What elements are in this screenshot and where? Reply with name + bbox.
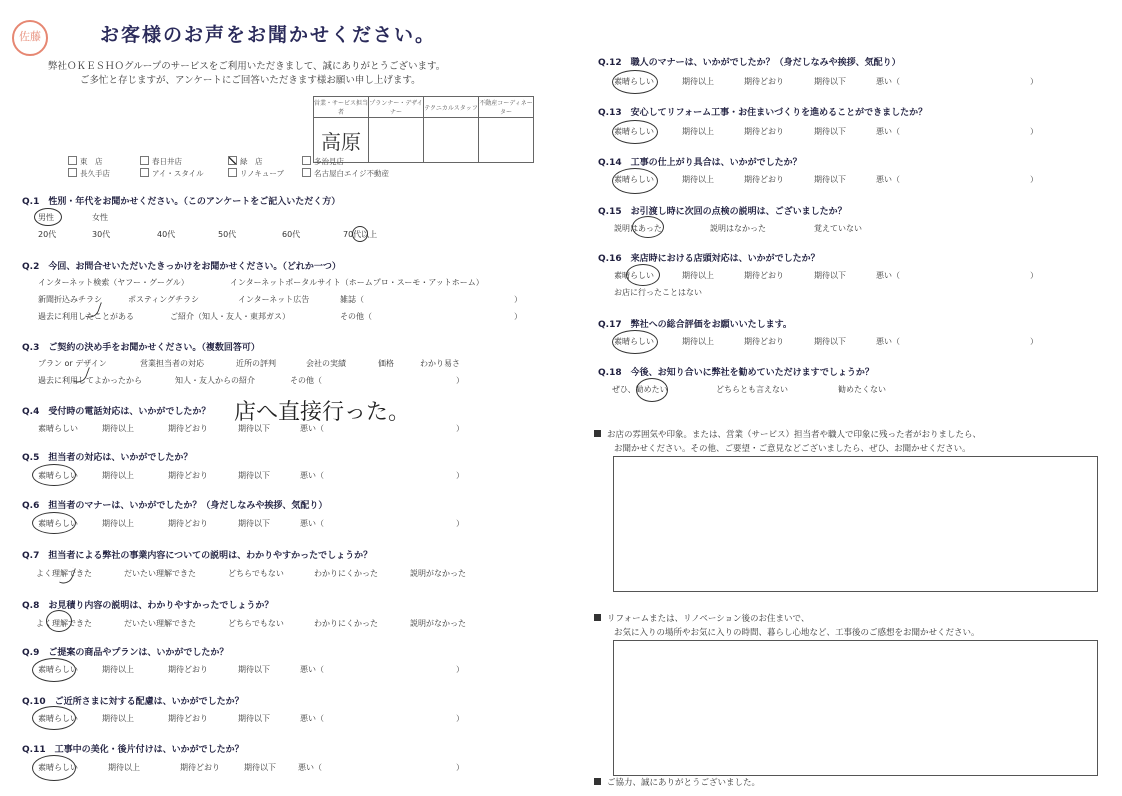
answer-option[interactable]: ポスティングチラシ (128, 295, 200, 304)
answer-option[interactable]: 期待以上 (682, 271, 714, 280)
seal-stamp: 佐藤 (12, 20, 48, 56)
intro-line-1: 弊社ＯＫＥＳＨＯグループのサービスをご利用いただきまして、誠にありがとうございます。 (48, 61, 446, 72)
staff-header: プランナー・デザイナー (369, 97, 424, 118)
question-title: Q.3 ご契約の決め手をお聞かせください。（複数回答可） (22, 343, 260, 353)
store-option[interactable]: 春日井店 (140, 156, 182, 167)
answer-option[interactable]: どちらでもない (228, 619, 284, 628)
bullet-square-icon (594, 614, 601, 621)
answer-option[interactable]: わかりにくかった (314, 619, 378, 628)
answer-option[interactable]: インターネット広告 (238, 295, 310, 304)
answer-option[interactable]: インターネット検索（ヤフー・グーグル） (38, 278, 189, 287)
answer-option[interactable]: 20代 (38, 230, 57, 239)
store-option[interactable]: 多治見店 (302, 156, 344, 167)
question-title: Q.13 安心してリフォーム工事・お住まいづくりを進めることができましたか？ (598, 108, 928, 118)
bullet-square-icon (594, 430, 601, 437)
answer-option[interactable]: 期待以下 (814, 175, 846, 184)
question-title: Q.17 弊社への総合評価をお願いいたします。 (598, 320, 792, 330)
staff-name-field[interactable] (424, 118, 479, 163)
answer-option[interactable]: 期待どおり (168, 714, 208, 723)
staff-name-field[interactable] (479, 118, 534, 163)
answer-option[interactable]: 期待以上 (108, 763, 140, 772)
store-option[interactable]: 名古屋白エイジ不動産 (302, 168, 389, 179)
answer-option[interactable]: 期待以下 (814, 337, 846, 346)
answer-option[interactable]: 悪い（ (876, 127, 900, 136)
answer-option[interactable]: どちらでもない (228, 569, 284, 578)
question-title: Q.11 工事中の美化・後片付けは、いかがでしたか？ (22, 745, 244, 755)
staff-header: 不動産コーディネーター (479, 97, 534, 118)
answer-mark (626, 264, 660, 286)
comment-prompt-2: リフォームまたは、リノベーション後のお住まいで、 (594, 612, 809, 624)
answer-option[interactable]: プラン or デザイン (38, 359, 107, 368)
question-title: Q.5 担当者の対応は、いかがでしたか？ (22, 453, 193, 463)
checkbox-icon (302, 168, 311, 177)
answer-option[interactable]: 説明がなかった (410, 619, 466, 628)
answer-option[interactable]: 悪い（ (876, 77, 900, 86)
answer-option[interactable]: お店に行ったことはない (614, 288, 702, 297)
answer-option[interactable]: 期待どおり (744, 337, 784, 346)
answer-option-close: ） (1030, 271, 1038, 280)
answer-option[interactable]: 知人・友人からの紹介 (175, 376, 255, 385)
question-title: Q.15 お引渡し時に次回の点検の説明は、ございましたか？ (598, 207, 847, 217)
checkbox-icon (140, 168, 149, 177)
answer-option-close: ） (456, 376, 464, 385)
answer-option[interactable]: 悪い（ (876, 175, 900, 184)
checkbox-icon (140, 156, 149, 165)
answer-option[interactable]: 素晴らしい (38, 424, 78, 433)
store-option[interactable]: リノキューブ (228, 168, 284, 179)
question-title: Q.8 お見積り内容の説明は、わかりやすかったでしょうか？ (22, 601, 274, 611)
answer-option[interactable]: 営業担当者の対応 (140, 359, 204, 368)
intro-line-2: ご多忙と存じますが、アンケートにご回答いただきます様お願い申し上げます。 (80, 75, 421, 86)
answer-option[interactable]: 素晴らしい (38, 471, 78, 480)
answer-option[interactable]: 悪い（ (876, 337, 900, 346)
question-title: Q.2 今回、お問合せいただいたきっかけをお聞かせください。（どれか一つ） (22, 262, 341, 272)
answer-option[interactable]: 素晴らしい (38, 519, 78, 528)
answer-option[interactable]: 期待以上 (102, 424, 134, 433)
answer-option[interactable]: よく理解できた (36, 619, 92, 628)
answer-option[interactable]: その他（ (340, 312, 372, 321)
answer-option-close: ） (456, 424, 464, 433)
answer-option[interactable]: 期待以上 (682, 77, 714, 86)
answer-option[interactable]: 悪い（ (300, 424, 324, 433)
question-title: Q.1 性別・年代をお聞かせください。（このアンケートをご記入いただく方） (22, 197, 341, 207)
answer-mark (612, 120, 658, 144)
checkbox-icon (302, 156, 311, 165)
checkbox-checked-icon (228, 156, 237, 165)
question-title: Q.4 受付時の電話対応は、いかがでしたか？ (22, 407, 211, 417)
answer-option[interactable]: 期待以上 (682, 337, 714, 346)
question-title: Q.7 担当者による弊社の事業内容についての説明は、わかりやすかったでしょうか？ (22, 551, 373, 561)
answer-option[interactable]: わかり易さ (420, 359, 460, 368)
answer-option[interactable]: 期待以上 (102, 471, 134, 480)
answer-option[interactable]: 40代 (157, 230, 176, 239)
answer-mark (32, 464, 76, 486)
answer-option-close: ） (456, 471, 464, 480)
answer-option-close: ） (456, 714, 464, 723)
answer-option[interactable]: だいたい理解できた (124, 569, 196, 578)
answer-option-close: ） (1030, 127, 1038, 136)
answer-option[interactable]: 悪い（ (876, 271, 900, 280)
answer-option[interactable]: 素晴らしい (614, 77, 654, 86)
answer-option[interactable]: 期待どおり (180, 763, 220, 772)
answer-option[interactable]: 悪い（ (300, 471, 324, 480)
bullet-square-icon (594, 778, 601, 785)
question-title: Q.18 今後、お知り合いに弊社を勧めていただけますでしょうか？ (598, 368, 874, 378)
answer-mark (352, 226, 368, 242)
checkbox-icon (68, 168, 77, 177)
answer-option-close: ） (1030, 175, 1038, 184)
answer-option[interactable]: 期待以上 (102, 714, 134, 723)
question-title: Q.6 担当者のマナーは、いかがでしたか？（身だしなみや挨拶、気配り） (22, 501, 328, 511)
staff-table (313, 96, 534, 163)
answer-option[interactable]: 期待以上 (102, 665, 134, 674)
answer-option-close: ） (456, 519, 464, 528)
answer-option[interactable]: 期待どおり (168, 424, 208, 433)
answer-option[interactable]: 期待以下 (238, 714, 270, 723)
answer-option[interactable]: ご紹介（知人・友人・東邦ガス） (170, 312, 290, 321)
answer-mark (636, 378, 668, 402)
answer-option[interactable]: 期待以下 (238, 424, 270, 433)
answer-mark (46, 610, 72, 632)
answer-option[interactable]: 説明がなかった (410, 569, 466, 578)
store-option[interactable]: 長久手店 (68, 168, 110, 179)
answer-option[interactable]: 悪い（ (300, 714, 324, 723)
question-title: Q.16 来店時における店頭対応は、いかがでしたか？ (598, 254, 820, 264)
answer-option[interactable]: だいたい理解できた (124, 619, 196, 628)
answer-mark (612, 168, 658, 194)
comment-prompt-2-cont: お気に入りの場所やお気に入りの時間、暮らし心地など、工事後のご感想をお聞かせください。 (614, 628, 980, 638)
answer-option[interactable]: 期待どおり (744, 175, 784, 184)
answer-option-close: ） (514, 295, 522, 304)
answer-option[interactable]: 期待以下 (238, 665, 270, 674)
answer-mark (32, 706, 76, 730)
answer-option[interactable]: 素晴らしい (38, 665, 78, 674)
answer-option[interactable]: 期待以下 (244, 763, 276, 772)
answer-option[interactable]: 悪い（ (298, 763, 322, 772)
answer-option[interactable]: よく理解できた (36, 569, 92, 578)
answer-option[interactable]: 期待以下 (814, 127, 846, 136)
thanks-note: ご協力、誠にありがとうございました。 (594, 776, 760, 788)
question-title: Q.10 ご近所さまに対する配慮は、いかがでしたか？ (22, 697, 244, 707)
answer-option[interactable]: 素晴らしい (614, 175, 654, 184)
answer-option[interactable]: 素晴らしい (38, 763, 78, 772)
answer-mark (32, 658, 76, 682)
answer-option[interactable]: 会社の実績 (306, 359, 346, 368)
answer-option[interactable]: 素晴らしい (38, 714, 78, 723)
answer-option[interactable]: 期待以上 (102, 519, 134, 528)
answer-option[interactable]: 女性 (92, 213, 108, 222)
answer-mark (34, 208, 62, 226)
page-title: お客様のお声をお聞かせください。 (100, 24, 437, 46)
answer-option[interactable]: 素晴らしい (614, 271, 654, 280)
answer-option-close: ） (1030, 337, 1038, 346)
answer-option-close: ） (1030, 77, 1038, 86)
answer-option-close: ） (514, 312, 522, 321)
comment-prompt-1: お店の雰囲気や印象。または、営業（サービス）担当者や職人で印象に残った者がおりましたら、 (594, 428, 981, 440)
question-title: Q.9 ご提案の商品やプランは、いかがでしたか？ (22, 648, 229, 658)
question-title: Q.14 工事の仕上がり具合は、いかがでしたか？ (598, 158, 802, 168)
answer-option[interactable]: 素晴らしい (614, 127, 654, 136)
answer-option[interactable]: 期待以下 (814, 77, 846, 86)
answer-mark (32, 512, 76, 534)
answer-option[interactable]: 期待どおり (168, 519, 208, 528)
answer-option[interactable]: 期待どおり (168, 471, 208, 480)
answer-option[interactable]: 男性 (38, 213, 54, 222)
handwritten-note: 店へ直接行った。 (234, 400, 411, 425)
answer-option[interactable]: 期待以下 (238, 519, 270, 528)
answer-option[interactable]: 期待どおり (168, 665, 208, 674)
answer-option[interactable]: 60代 (282, 230, 301, 239)
answer-option[interactable]: 価格 (378, 359, 394, 368)
answer-option[interactable]: その他（ (290, 376, 322, 385)
answer-option[interactable]: 50代 (218, 230, 237, 239)
answer-option[interactable]: 近所の評判 (236, 359, 276, 368)
answer-option[interactable]: 新聞折込みチラシ (38, 295, 102, 304)
answer-option[interactable]: 過去に利用したことがある (38, 312, 134, 321)
answer-option[interactable]: 期待以上 (682, 127, 714, 136)
answer-option[interactable]: 悪い（ (300, 665, 324, 674)
comment-box-2[interactable] (613, 640, 1098, 776)
answer-option[interactable]: 期待以下 (814, 271, 846, 280)
answer-option[interactable]: ぜひ、勧めたい (612, 385, 668, 394)
store-option[interactable]: アイ・スタイル (140, 168, 204, 179)
answer-mark (612, 70, 658, 94)
staff-name-field[interactable] (369, 118, 424, 163)
answer-option[interactable]: 70代以上 (343, 230, 378, 239)
answer-option[interactable]: 期待どおり (744, 127, 784, 136)
answer-option[interactable]: 期待どおり (744, 271, 784, 280)
answer-mark (32, 755, 76, 781)
answer-option[interactable]: 期待以上 (682, 175, 714, 184)
answer-option[interactable]: 30代 (92, 230, 111, 239)
checkbox-icon (228, 168, 237, 177)
comment-box-1[interactable] (613, 456, 1098, 592)
answer-option[interactable]: インターネットポータルサイト（ホームプロ・スーモ・アットホーム） (230, 278, 484, 287)
staff-header: 営業・サービス担当者 (314, 97, 369, 118)
answer-option[interactable]: 期待以下 (238, 471, 270, 480)
answer-option[interactable]: わかりにくかった (314, 569, 378, 578)
answer-option[interactable]: 期待どおり (744, 77, 784, 86)
answer-option[interactable]: 悪い（ (300, 519, 324, 528)
store-option[interactable]: 東 店 (68, 156, 103, 167)
answer-option[interactable]: 過去に利用してよかったから (38, 376, 142, 385)
answer-option-close: ） (456, 763, 464, 772)
answer-mark (632, 216, 664, 238)
question-title: Q.12 職人のマナーは、いかがでしたか？（身だしなみや挨拶、気配り） (598, 58, 901, 68)
answer-option[interactable]: 雑誌（ (340, 295, 364, 304)
answer-mark (612, 330, 658, 354)
staff-header: テクニカルスタッフ (424, 97, 479, 118)
answer-option[interactable]: 勧めたくない (838, 385, 886, 394)
store-option[interactable]: 緑 店 (228, 156, 263, 167)
answer-option[interactable]: 覚えていない (814, 224, 862, 233)
comment-prompt-1-cont: お聞かせください。その他、ご要望・ご意見などございましたら、ぜひ、お聞かせください。 (614, 444, 971, 454)
answer-option[interactable]: 説明はあった (614, 224, 662, 233)
answer-option-close: ） (456, 665, 464, 674)
checkbox-icon (68, 156, 77, 165)
answer-option[interactable]: 説明はなかった (710, 224, 766, 233)
answer-option[interactable]: 素晴らしい (614, 337, 654, 346)
staff-name-field[interactable]: 高原 (314, 118, 369, 163)
answer-option[interactable]: どちらとも言えない (716, 385, 788, 394)
